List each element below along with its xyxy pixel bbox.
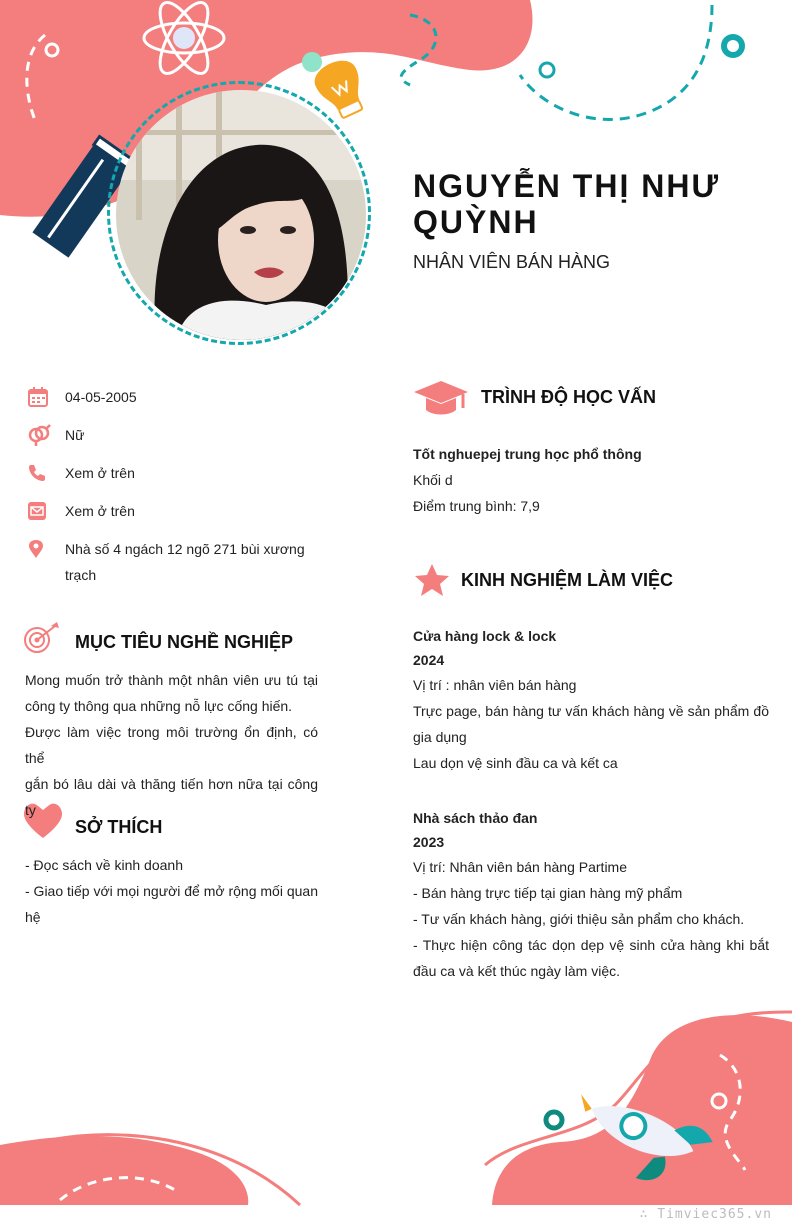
contact-gender — [28, 422, 315, 448]
hobby-line: - Đọc sách về kinh doanh — [25, 857, 183, 873]
contact-text: Xem ở trên — [65, 503, 135, 519]
contact-text: Nữ — [65, 427, 85, 443]
experience-job-1 — [413, 624, 769, 776]
job-company: Nhà sách thảo đan — [413, 810, 538, 826]
job-line: - Thực hiện công tác dọn dẹp vệ sinh cửa hàng khi bắt — [413, 937, 769, 953]
education-body — [413, 441, 773, 519]
avatar — [116, 90, 366, 340]
hobby-line: - Giao tiếp với mọi người để mở rộng mối quan — [25, 883, 318, 899]
contact-address — [28, 536, 315, 588]
education-title: TRÌNH ĐỘ HỌC VẤN — [481, 387, 656, 407]
star-icon — [415, 564, 449, 596]
graduation-cap-icon — [414, 381, 468, 415]
job-line: Lau dọn vệ sinh đầu ca và kết ca — [413, 755, 618, 771]
hobbies-body — [25, 852, 318, 930]
location-pin-icon — [28, 536, 52, 562]
job-year: 2023 — [413, 834, 445, 850]
candidate-name: NGUYỄN THỊ NHƯ QUỲNH — [413, 168, 720, 240]
objective-line: Mong muốn trở thành một nhân viên ưu tú tại — [25, 672, 318, 688]
contact-text: 04-05-2005 — [65, 389, 137, 405]
gender-icon — [28, 422, 52, 448]
objective-body — [25, 667, 318, 823]
education-school: Tốt nghuepej trung học phổ thông — [413, 446, 642, 462]
mail-icon — [28, 498, 52, 524]
target-icon — [25, 622, 59, 652]
objective-line: ty — [25, 802, 36, 818]
job-company: Cửa hàng lock & lock — [413, 628, 557, 644]
education-major: Khối d — [413, 472, 453, 488]
job-line: Trực page, bán hàng tư vấn khách hàng về sản phẩm đồ — [413, 703, 769, 719]
objective-line: công ty thông qua những nỗ lực cống hiến. — [25, 698, 293, 714]
watermark: ∴ Timviec365.vn — [639, 1207, 772, 1222]
objective-line: gắn bó lâu dài và thăng tiến hơn nữa tại công — [25, 776, 318, 792]
experience-job-2 — [413, 806, 769, 984]
objective-title: MỤC TIÊU NGHỀ NGHIỆP — [75, 632, 294, 652]
contact-text: Nhà số 4 ngách 12 ngõ 271 bùi xương trạch — [65, 541, 305, 583]
job-line: Vị trí : nhân viên bán hàng — [413, 677, 577, 693]
objective-line: Được làm việc trong môi trường ổn định, có thể — [25, 724, 318, 766]
job-line: Vị trí: Nhân viên bán hàng Partime — [413, 859, 628, 875]
job-line: - Tư vấn khách hàng, giới thiệu sản phẩm cho khách. — [413, 911, 745, 927]
job-year: 2024 — [413, 652, 445, 668]
experience-title: KINH NGHIỆM LÀM VIỆC — [461, 570, 674, 590]
candidate-position: NHÂN VIÊN BÁN HÀNG — [413, 252, 611, 272]
job-line: gia dụng — [413, 729, 467, 745]
hobbies-title: SỞ THÍCH — [75, 817, 163, 837]
contact-text: Xem ở trên — [65, 465, 135, 481]
avatar-photo — [116, 90, 366, 340]
education-gpa: Điểm trung bình: 7,9 — [413, 498, 540, 514]
contact-email — [28, 498, 315, 524]
phone-icon — [28, 460, 52, 486]
bottom-left-blob — [0, 1136, 248, 1205]
calendar-icon — [28, 384, 52, 410]
contact-phone — [28, 460, 315, 486]
job-line: đầu ca và kết thúc ngày làm việc. — [413, 963, 620, 979]
job-line: - Bán hàng trực tiếp tại gian hàng mỹ phẩm — [413, 885, 683, 901]
hobby-line: hệ — [25, 909, 41, 925]
contact-birthdate — [28, 384, 315, 410]
